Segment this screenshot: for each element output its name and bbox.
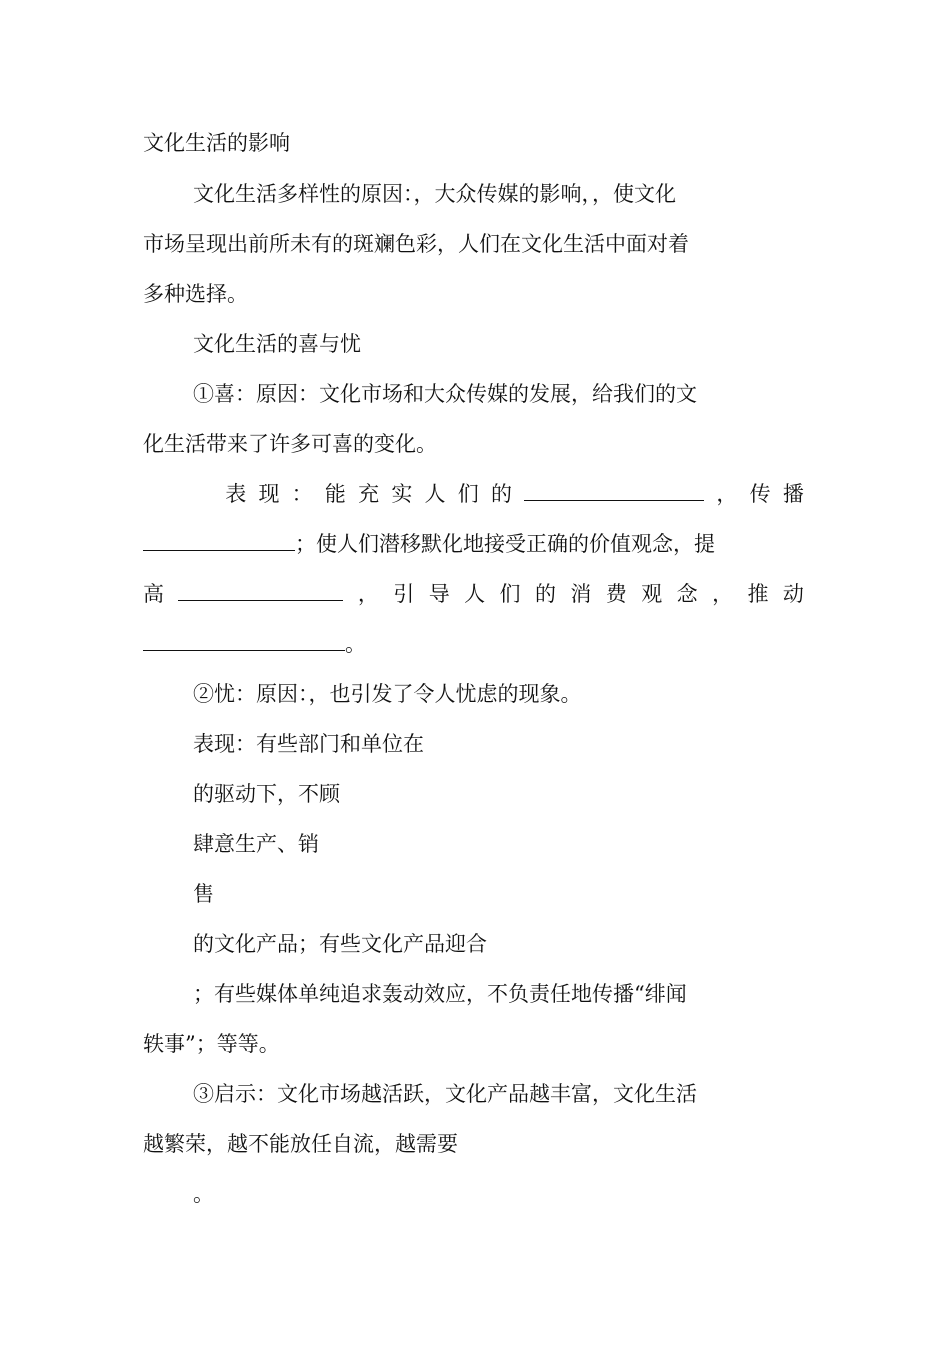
subsection-heading: 文化生活的喜与忧 (193, 332, 361, 356)
char: 们 (457, 482, 479, 506)
answer-blank[interactable] (143, 530, 295, 551)
char: 们 (499, 582, 521, 606)
char: 引 (393, 582, 415, 606)
paragraph-line: 的驱动下，不顾 (193, 782, 340, 806)
char: 表 (225, 482, 247, 506)
char: 实 (391, 482, 413, 506)
char: ， (712, 582, 734, 606)
paragraph-line: ；有些媒体单纯追求轰动效应，不负责任地传播“绯闻 (193, 982, 687, 1006)
answer-blank[interactable] (524, 480, 704, 501)
char: 播 (782, 482, 804, 506)
char: ， (716, 482, 738, 506)
paragraph-line: 售 (193, 882, 214, 906)
char: 传 (749, 482, 771, 506)
char: 消 (570, 582, 592, 606)
fill-in-line (143, 630, 366, 658)
answer-blank[interactable] (143, 630, 345, 651)
fill-in-line (143, 530, 715, 558)
paragraph-line: 多种选择。 (143, 282, 248, 306)
paragraph-line: 。 (193, 1182, 214, 1206)
paragraph-line: 文化生活多样性的原因：，大众传媒的影响，，使文化 (193, 182, 676, 206)
paragraph-line: ②忧：原因：，也引发了令人忧虑的现象。 (193, 682, 582, 706)
fill-in-line (143, 480, 804, 508)
paragraph-line: 市场呈现出前所未有的斑斓色彩，人们在文化生活中面对着 (143, 232, 689, 256)
char: 推 (747, 582, 769, 606)
char: 念 (676, 582, 698, 606)
char: ： (291, 482, 313, 506)
paragraph-line: 的文化产品；有些文化产品迎合 (193, 932, 487, 956)
char: 动 (782, 582, 804, 606)
paragraph-line: 越繁荣，越不能放任自流，越需要 (143, 1132, 458, 1156)
char: 人 (424, 482, 446, 506)
char: 人 (464, 582, 486, 606)
paragraph-line: 肆意生产、销 (193, 832, 319, 856)
char: 现 (258, 482, 280, 506)
char: 能 (324, 482, 346, 506)
answer-blank[interactable] (178, 580, 343, 601)
paragraph-line: 表现：有些部门和单位在 (193, 732, 424, 756)
paragraph-line: ③启示：文化市场越活跃，文化产品越丰富，文化生活 (193, 1082, 697, 1106)
line-text: ；使人们潜移默化地接受正确的价值观念，提 (295, 532, 715, 556)
char: 的 (534, 582, 556, 606)
char: 充 (358, 482, 380, 506)
char: 费 (605, 582, 627, 606)
fill-in-line (143, 580, 804, 608)
paragraph-line: ①喜：原因：文化市场和大众传媒的发展，给我们的文 (193, 382, 697, 406)
paragraph-line: 轶事”；等等。 (143, 1032, 280, 1056)
char: ， (357, 582, 379, 606)
char: 的 (490, 482, 512, 506)
char: 观 (641, 582, 663, 606)
section-heading: 文化生活的影响 (143, 131, 290, 155)
char: 导 (428, 582, 450, 606)
char: 高 (143, 582, 164, 606)
paragraph-line: 化生活带来了许多可喜的变化。 (143, 432, 437, 456)
line-text: 。 (345, 632, 366, 656)
